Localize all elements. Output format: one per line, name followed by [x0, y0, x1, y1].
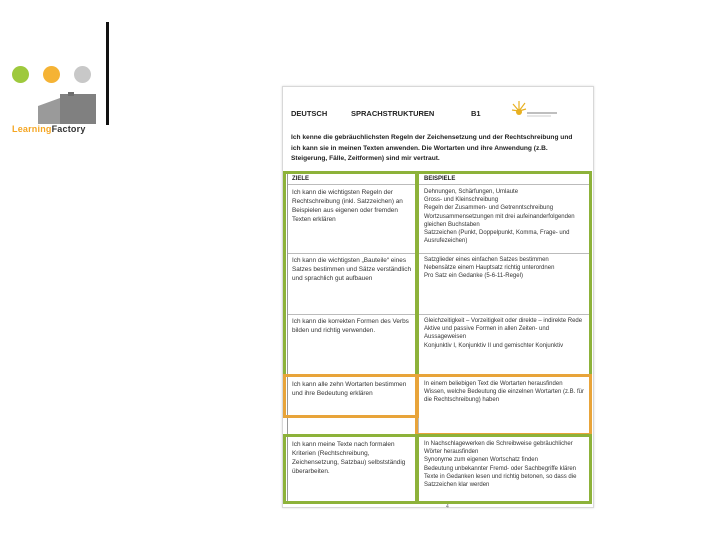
row3-goal: Ich kann die korrekten Formen des Verbs bilden und richtig verwenden. — [292, 318, 409, 334]
highlight-frame-revision-examples — [415, 434, 592, 504]
col-head-examples: BEISPIELE — [424, 176, 456, 182]
page-number: 4 — [446, 504, 449, 510]
row1-examples: Dehnungen, Schärfungen, Umlaute Gross- und Kleinschreibung Regeln der Zusammen- und Getrenntschreibung Wortzusammensetzungen mit drei aufeinanderfolgenden gleichen Buchstaben Satzzeichen (Punkt, Doppelpunkt, Komma, Frage- und Ausrufezeichen) — [424, 189, 575, 245]
row2-examples: Satzglieder eines einfachen Satzes bestimmen Nebensätze einem Hauptsatz richtig unterordnen Pro Satz ein Gedanke (5-6-11-Regel) — [424, 257, 555, 280]
highlight-frame-examples — [415, 171, 592, 377]
col-head-goals: ZIELE — [292, 176, 310, 182]
subject-label: DEUTSCH — [291, 109, 328, 118]
grey-dot-icon — [74, 66, 91, 83]
highlight-frame-goals — [283, 171, 419, 377]
row5-examples: In Nachschlagewerken die Schreibweise gebräuchlicher Wörter herausfinden Synonyme zum eigenen Wortschatz finden Bedeutung unbekannter Fremd- oder Sachbegriffe klären Texte in Gedanken lesen und richtig betonen, so dass die Satzzeichen klar werden — [424, 441, 577, 489]
level-label: B1 — [471, 109, 481, 118]
row3-examples: Gleichzeitigkeit – Vorzeitigkeit oder direkte – indirekte Rede Aktive und passive Formen in allen Zeiten- und Aussageweisen Konjunktiv I, Konjunktiv II und gemischter Konjunktiv — [424, 318, 583, 349]
document-header — [291, 109, 511, 119]
row5-goal: Ich kann meine Texte nach formalen Kriterien (Rechtschreibung, Zeichensetzung, Satzbau) selbstständig überarbeiten. — [292, 441, 406, 475]
green-dot-icon — [12, 66, 29, 83]
area-label: SPRACHSTRUKTUREN — [351, 109, 435, 118]
learningfactory-logo — [8, 60, 118, 140]
row4-goal: Ich kann alle zehn Wortarten bestimmen und ihre Bedeutung erklären — [292, 381, 407, 397]
intro-text: Ich kenne die gebräuchlichsten Regeln der Zeichensetzung und der Rechtschreibung und ich kann sie in meinen Texten anwenden. Die Wortarten und ihre Anwendung (z.B. Steigerung, Fälle, Zeitformen) sind mir vertraut. — [291, 134, 573, 162]
sun-logo-icon — [511, 97, 559, 123]
row4-examples: In einem beliebigen Text die Wortarten herausfinden Wissen, welche Bedeutung die einzelnen Wortarten (z.B. für die Rechtschreibung) haben — [424, 381, 584, 404]
highlight-frame-revision-goal — [283, 434, 419, 504]
logo-text: LearningFactory — [12, 124, 86, 134]
orange-dot-icon — [43, 66, 60, 83]
highlight-frame-wordtypes-examples — [415, 374, 592, 436]
divider-line — [106, 22, 109, 125]
row2-goal: Ich kann die wichtigsten „Bauteile“ eines Satzes bestimmen und Sätze verständlich und sprachlich gut aufbauen — [292, 257, 411, 282]
row1-goal: Ich kann die wichtigsten Regeln der Rechtschreibung (inkl. Satzzeichen) an Beispielen aus eigenen oder fremden Texten erklären — [292, 189, 403, 223]
factory-building-icon — [38, 92, 96, 124]
highlight-frame-wordtypes-goal — [283, 374, 419, 418]
